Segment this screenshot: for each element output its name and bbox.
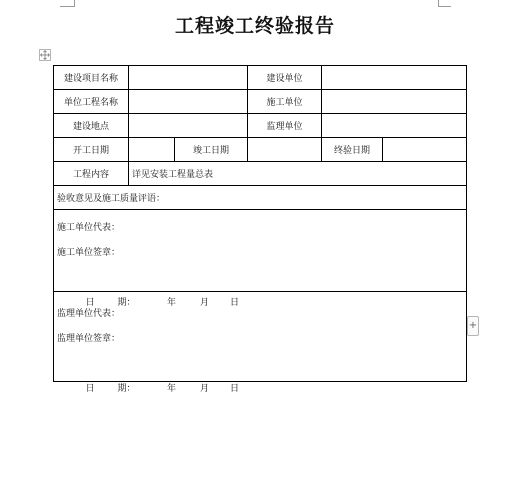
construction-unit-field[interactable] (322, 90, 467, 114)
table-move-handle-icon[interactable] (39, 49, 51, 61)
construction-seal-label: 施工单位签章： (57, 248, 121, 258)
construction-rep-label: 施工单位代表： (57, 223, 121, 233)
table-row (54, 210, 467, 292)
supervision-sign-block[interactable] (54, 292, 467, 394)
page-title: 工程竣工终验报告 (174, 15, 335, 37)
table-row (54, 114, 467, 138)
construction-unit-label: 施工单位 (248, 90, 322, 114)
content-field[interactable]: 详见安装工程量总表 (129, 162, 467, 186)
table-row (54, 186, 467, 210)
content-label: 工程内容 (54, 162, 129, 186)
site-field[interactable] (129, 114, 248, 138)
table-row (54, 162, 467, 186)
build-unit-field[interactable] (322, 66, 467, 90)
completion-date-field[interactable] (248, 138, 322, 162)
crop-mark-top-left (60, 0, 75, 7)
start-date-label: 开工日期 (54, 138, 129, 162)
opinion-label: 验收意见及施工质量评语： (57, 194, 166, 204)
completion-date-label: 竣工日期 (175, 138, 248, 162)
final-check-date-label: 终验日期 (322, 138, 383, 162)
table-row (54, 138, 467, 162)
table-row (54, 90, 467, 114)
supervision-unit-label: 监理单位 (248, 114, 322, 138)
supervision-rep-label: 监理单位代表： (57, 309, 121, 319)
supervision-seal-label: 监理单位签章： (57, 334, 121, 344)
construction-year-label: 年 (167, 298, 177, 308)
supervision-year-label: 年 (167, 384, 177, 394)
supervision-date-label: 日 期： (85, 384, 136, 394)
construction-date-line (57, 266, 463, 308)
construction-date-label: 日 期： (85, 298, 136, 308)
unit-project-field[interactable] (129, 90, 248, 114)
table-row (54, 292, 467, 382)
supervision-day-label: 日 (230, 384, 240, 394)
unit-project-label: 单位工程名称 (54, 90, 129, 114)
project-name-label: 建设项目名称 (54, 66, 129, 90)
construction-month-label: 月 (200, 298, 210, 308)
add-row-handle-icon[interactable]: + (467, 316, 479, 336)
supervision-month-label: 月 (200, 384, 210, 394)
start-date-field[interactable] (129, 138, 175, 162)
table-row (54, 66, 467, 90)
build-unit-label: 建设单位 (248, 66, 322, 90)
crop-mark-top-right (438, 0, 451, 7)
construction-sign-block[interactable] (54, 210, 467, 308)
project-name-field[interactable] (129, 66, 248, 90)
construction-day-label: 日 (230, 298, 240, 308)
supervision-date-line (57, 352, 463, 394)
supervision-unit-field[interactable] (322, 114, 467, 138)
final-check-date-field[interactable] (383, 138, 467, 162)
acceptance-report-table (53, 65, 467, 394)
opinion-field[interactable] (54, 186, 467, 210)
site-label: 建设地点 (54, 114, 129, 138)
